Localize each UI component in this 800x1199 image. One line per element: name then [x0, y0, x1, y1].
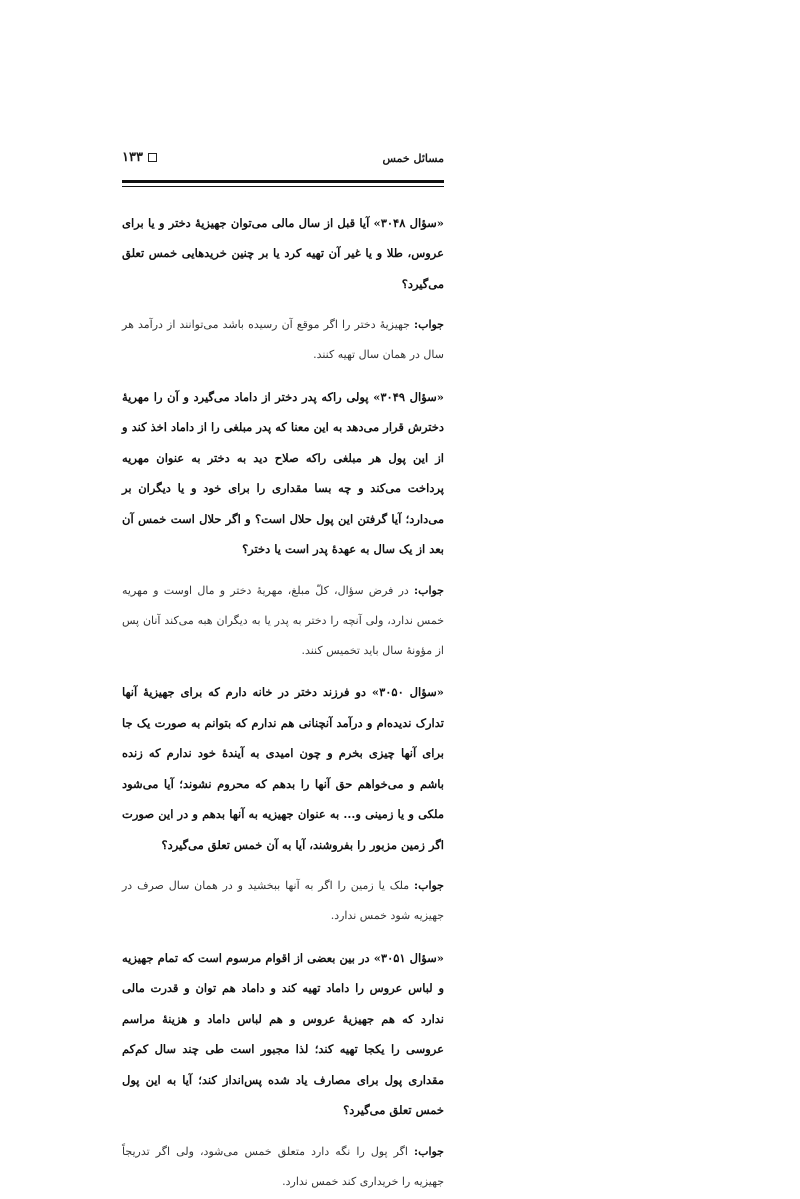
answer-paragraph: [122, 310, 444, 370]
answer-text: اگر پول را نگه دارد متعلق خمس می‌شود، ولی اگر تدریجاً جهیزیه را خریداری کند خمس ندارد.: [122, 1144, 444, 1188]
question-text: در بین بعضی از اقوام مرسوم است که تمام جهیزیه و لباس عروس را داماد تهیه کند و داماد هم توان و قدرت مالی ندارد که هم جهیزیهٔ عروس و هم لباس داماد و هزینهٔ مراسم عروسی را یکجا تهیه کند؛ لذا مجبور است طی چند سال کم‌کم مقداری پول برای مصارف یاد شده پس‌انداز کند؛ آیا به این پول خمس تعلق می‌گیرد؟: [122, 950, 444, 1117]
header-rule-thick: [122, 180, 444, 183]
qa-block-3049: [122, 382, 444, 666]
book-page: [122, 0, 444, 1188]
answer-paragraph: [122, 1137, 444, 1197]
answer-text: در فرض سؤال، کلّ مبلغ، مهریهٔ دختر و مال اوست و مهریه خمس ندارد، ولی آنچه را دختر به پدر یا به دیگران هبه می‌کند آنان پس از مؤونهٔ سال باید تخمیس کنند.: [122, 583, 444, 657]
answer-paragraph: [122, 576, 444, 666]
question-label: «سؤال ۳۰۴۹»: [373, 389, 444, 404]
page-number-group: [122, 150, 157, 165]
answer-label: جواب:: [414, 583, 444, 597]
answer-text: جهیزیهٔ دختر را اگر موقع آن رسیده باشد می‌توانند از درآمد هر سال در همان سال تهیه کنند.: [122, 318, 444, 361]
hollow-square-icon: [148, 153, 157, 162]
question-text: پولی راکه پدر دختر از داماد می‌گیرد و آن را مهریهٔ دخترش قرار می‌دهد به این معنا که پدر مبلغی را از داماد اخذ کند و از این پول هر مبلغی راکه صلاح دید به دختر به عنوان مهریه پرداخت می‌کند و چه بسا مقداری را برای خود و یا دیگران بر می‌دارد؛ آیا گرفتن این پول حلال است؟ و اگر حلال است خمس آن بعد از یک سال به عهدهٔ پدر است یا دختر؟: [122, 389, 444, 556]
question-paragraph: [122, 677, 444, 860]
header-rule-thin: [122, 186, 444, 187]
question-label: «سؤال ۳۰۵۱»: [373, 950, 444, 965]
answer-paragraph: [122, 871, 444, 931]
page-header: [122, 150, 444, 172]
answer-label: جواب:: [414, 879, 444, 892]
qa-block-3051: [122, 943, 444, 1197]
question-paragraph: [122, 208, 444, 300]
page-number: ۱۳۳: [122, 150, 143, 165]
answer-text: ملک یا زمین را اگر به آنها ببخشید و در همان سال صرف در جهیزیه شود خمس ندارد.: [122, 879, 444, 922]
question-label: «سؤال ۳۰۵۰»: [371, 685, 444, 699]
answer-label: جواب:: [414, 318, 444, 331]
question-label: «سؤال ۳۰۴۸»: [373, 215, 444, 230]
qa-block-3048: [122, 208, 444, 371]
question-paragraph: [122, 943, 444, 1126]
running-title: مسائل خمس: [382, 152, 444, 165]
question-text: دو فرزند دختر در خانه دارم که برای جهیزیهٔ آنها تدارک ندیده‌ام و درآمد آنچنانی هم ندارم که بتوانم به صورت یک جا برای آنها چیزی بخرم و چون امیدی به آیندهٔ خود ندارم که زنده باشم و می‌خواهم حق آنها را بدهم که محروم نشوند؛ آیا می‌شود ملکی و یا زمینی و... به عنوان جهیزیه به آنها بدهم و در این صورت اگر زمین مزبور را بفروشند، آیا به آن خمس تعلق می‌گیرد؟: [122, 685, 444, 852]
page-content: [122, 196, 444, 1199]
qa-block-3050: [122, 677, 444, 931]
question-text: آیا قبل از سال مالی می‌توان جهیزیهٔ دختر و یا برای عروس، طلا و یا غیر آن تهیه کرد یا بر چنین خریدهایی خمس تعلق می‌گیرد؟: [122, 215, 444, 291]
question-paragraph: [122, 382, 444, 565]
answer-label: جواب:: [414, 1144, 444, 1158]
